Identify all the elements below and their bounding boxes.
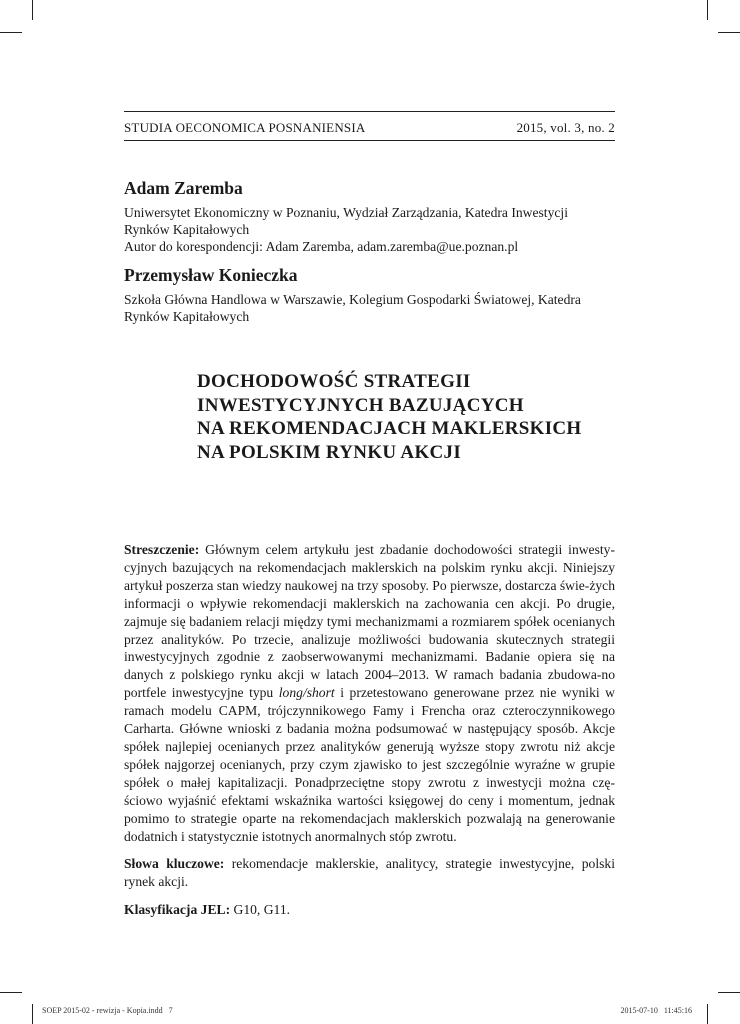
header-top-rule bbox=[124, 111, 615, 112]
abstract-italic-term: long/short bbox=[278, 685, 335, 701]
author-affiliation: Rynków Kapitałowych bbox=[124, 309, 250, 324]
jel-text: G10, G11. bbox=[230, 902, 291, 918]
author-block-1 bbox=[124, 178, 615, 255]
keywords-label: Słowa kluczowe: bbox=[124, 856, 225, 872]
keywords-text: rekomendacje maklerskie, analitycy, strategie inwestycyjne, polski rynek akcji. bbox=[124, 856, 615, 890]
header-bottom-rule bbox=[124, 140, 615, 141]
jel-paragraph bbox=[124, 901, 615, 919]
running-header bbox=[124, 120, 615, 136]
journal-name: STUDIA OECONOMICA POSNANIENSIA bbox=[124, 120, 366, 135]
issue-info: 2015, vol. 3, no. 2 bbox=[516, 120, 615, 135]
keywords-paragraph bbox=[124, 855, 615, 891]
crop-mark bbox=[0, 32, 22, 33]
title-line: DOCHODOWOŚĆ STRATEGII bbox=[197, 371, 471, 392]
author-affiliation: Rynków Kapitałowych bbox=[124, 222, 250, 237]
title-line: INWESTYCYJNYCH BAZUJĄCYCH bbox=[197, 394, 524, 416]
abstract-text: Głównym celem artykułu jest zbadanie dochodowości strategii inwesty-cyjnych bazujących na rekomendacjach maklerskich na polskim rynku akcji. Niniejszy artykuł poszerza stan wiedzy naukowej na trzy sposoby. Po pierwsze, dostarcza świe-żych informacji o wpływie rekomendacji maklerskich na zachowania cen akcji. Po drugie, zajmuje się badaniem relacji między tymi mechanizmami a rozmiarem spółek ocenianych przez analityków. Po trzecie, analizuje możliwości budowania skutecznych strategii inwestycyjnych zgodnie z zaobserwowanymi mechanizmami. Badanie opiera się na danych z polskiego rynku akcji w latach 2004–2013. W ramach badania zbudowa-no portfele inwestycyjne typu bbox=[124, 542, 615, 701]
crop-mark bbox=[32, 0, 33, 20]
jel-label: Klasyfikacja JEL: bbox=[124, 902, 231, 918]
crop-mark bbox=[707, 1004, 708, 1024]
crop-mark bbox=[32, 1004, 33, 1024]
title-line: NA REKOMENDACJACH MAKLERSKICH bbox=[197, 418, 582, 439]
title-line: NA POLSKIM RYNKU AKCJI bbox=[197, 441, 462, 463]
author-block-2 bbox=[124, 265, 615, 325]
slug-file-info: SOEP 2015-02 - rewizja - Kopia.indd 7 bbox=[42, 1006, 173, 1015]
article-title bbox=[197, 370, 617, 464]
author-name: Przemysław Konieczka bbox=[124, 265, 298, 285]
abstract-text: i przetestowano generowane przez nie wyniki w ramach modelu CAPM, trójczynnikowego Famy i Frencha oraz czteroczynnikowego Carharta. Główne wnioski z badania można podsumować w następujący sposób. Akcje spółek najlepiej ocenianych przez analityków generują wyższe stopy zwrotu niż akcje spółek najgorzej ocenianych, przy czym zjawisko to jest szczególnie wyraźne w grupie spółek o małej kapitalizacji. Ponadprzeciętne stopy zwrotu z inwestycji można czę-ściowo wyjaśnić efektami wskaźnika wartości księgowej do ceny i momentum, jednak pomimo to strategie oparte na rekomendacjach maklerskich pozwalają na generowanie dodatnich i statystycznie istotnych anormalnych stóp zwrotu. bbox=[124, 685, 616, 844]
author-correspondence: Autor do korespondencji: Adam Zaremba, adam.zaremba@ue.poznan.pl bbox=[124, 239, 519, 254]
crop-mark bbox=[707, 0, 708, 20]
abstract-paragraph bbox=[124, 541, 615, 845]
crop-mark bbox=[718, 32, 740, 33]
abstract-label: Streszczenie: bbox=[124, 542, 200, 557]
author-affiliation: Uniwersytet Ekonomiczny w Poznaniu, Wydział Zarządzania, Katedra Inwestycji bbox=[124, 205, 568, 220]
abstract-section bbox=[124, 541, 615, 929]
author-name: Adam Zaremba bbox=[124, 178, 243, 198]
slug-timestamp: 2015-07-10 11:45:16 bbox=[620, 1006, 692, 1015]
author-affiliation: Szkoła Główna Handlowa w Warszawie, Kolegium Gospodarki Światowej, Katedra bbox=[124, 292, 581, 307]
crop-mark bbox=[0, 992, 22, 993]
crop-mark bbox=[718, 992, 740, 993]
